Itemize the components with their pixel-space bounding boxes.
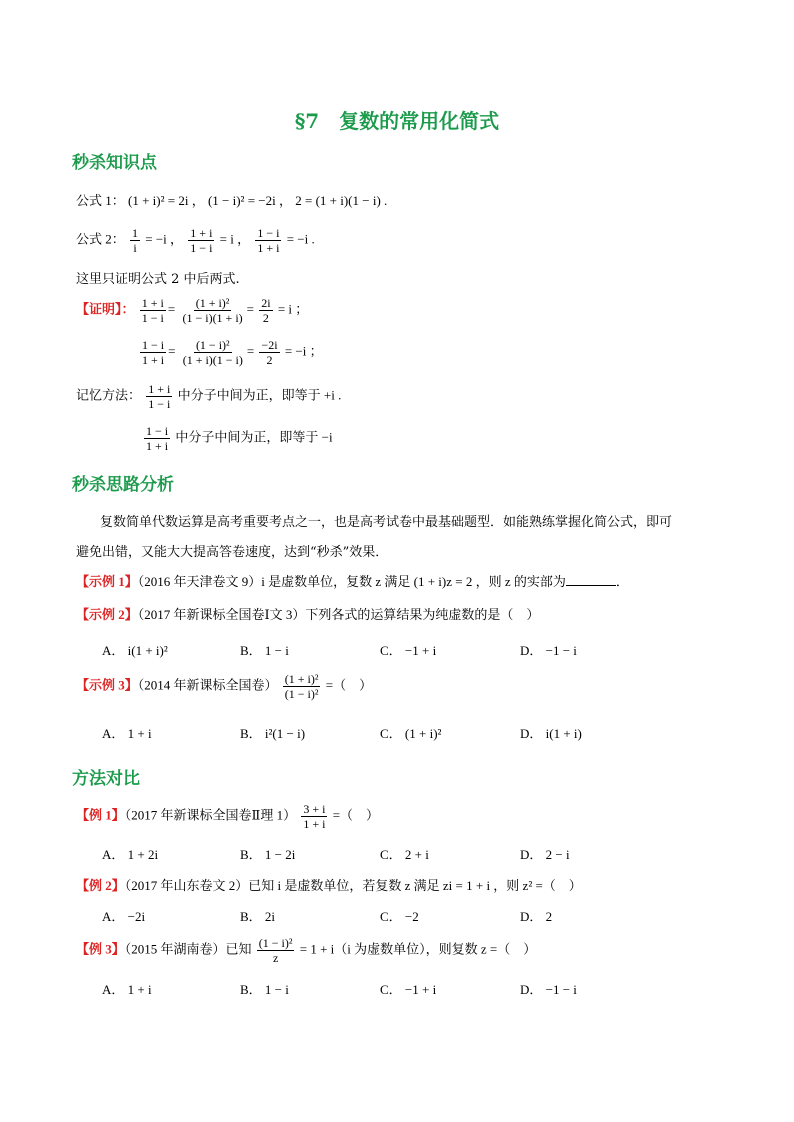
option-c: C． −1 + i (380, 643, 437, 658)
question-1: 【例 1】（2017 年新课标全国卷Ⅱ理 1） $\frac{3 + i}{1 + i}$ =（ ） (76, 802, 380, 831)
option-d: D． 2 − i (520, 847, 570, 862)
proof-line-1: 【证明】： $\frac{1 + i}{1 - i}$ = $\frac{\text{(1 + i)²}}{(1 - i)(1 + i)}$ = $\frac{2i}{2}$ = i ； (76, 296, 309, 325)
option-b: B． 2i (240, 909, 276, 924)
formula-2-label: 公式 2： (76, 231, 125, 247)
page-title: §7 复数的常用化简式 (294, 109, 500, 133)
analysis-line-2: 避免出错，又能大大提高答卷速度，达到“秒杀”效果． (76, 545, 389, 560)
formula-1-label: 公式 1： (76, 193, 125, 208)
fraction: $\frac{1 - i}{1 + i}$ (257, 226, 280, 255)
option-b: B． 1 − i (240, 982, 289, 997)
question-2: 【例 2】（2017 年山东卷文 2）已知 i 是虚数单位，若复数 z 满足 zi = 1 + i ，则 z² =（ ） (76, 878, 582, 893)
option-d: D． −1 − i (520, 643, 577, 658)
memory-line-1: 记忆方法： $\frac{1 + i}{1 - i}$ 中分子中间为正，即等于 +i . (76, 382, 342, 411)
question-3: 【例 3】（2015 年湖南卷）已知 $\frac{\text{(1 − i)²}}{z}$ = 1 + i（i 为虚数单位），则复数 z =（ ） (76, 936, 537, 965)
formula-1-body: (1 + i)² = 2i ， (1 − i)² = −2i ， 2 = (1 + i)(1 − i) . (128, 193, 388, 208)
section-heading-analysis: 秒杀思路分析 (72, 475, 174, 495)
example-2: 【示例 2】（2017 年新课标全国卷Ⅰ文 3）下列各式的运算结果为纯虚数的是（ ） (76, 607, 540, 622)
option-b: B． 1 − 2i (240, 847, 296, 862)
option-d: D． i(1 + i) (520, 726, 582, 741)
memory-label: 记忆方法： (76, 387, 142, 403)
proof-label: 【证明】： (76, 301, 135, 317)
option-b: B． 1 − i (240, 643, 289, 658)
option-c: C． −1 + i (380, 982, 437, 997)
option-c: C． 2 + i (380, 847, 429, 862)
analysis-line-1: 复数简单代数运算是高考重要考点之一，也是高考试卷中最基础题型．如能熟练掌握化简公式，即可 (100, 515, 673, 530)
option-a: A． 1 + 2i (102, 847, 159, 862)
example-1: 【示例 1】（2016 年天津卷文 9）i 是虚数单位，复数 z 满足 (1 + i)z = 2 ，则 z 的实部为 ． (76, 574, 629, 589)
example-3: 【示例 3】（2014 年新课标全国卷） $\frac{\text{(1 + i)²}}{\text{(1 − i)²}}$ =（ ） (76, 672, 373, 701)
section-heading-comparison: 方法对比 (72, 769, 140, 789)
option-a: A． 1 + i (102, 726, 152, 741)
answer-blank (566, 575, 616, 586)
option-a: A． −2i (102, 909, 146, 924)
option-b: B． i²(1 − i) (240, 726, 306, 741)
option-a: A． 1 + i (102, 982, 152, 997)
memory-line-2: $\frac{1 - i}{1 + i}$ 中分子中间为正，即等于 −i (146, 424, 333, 453)
option-d: D． −1 − i (520, 982, 577, 997)
option-c: C． (1 + i)² (380, 726, 442, 741)
proof-line-2: $\frac{1 - i}{1 + i}$ = $\frac{\text{(1 − i)²}}{(1 + i)(1 - i)}$ = $\frac{-2i}{2}$ = −i ； (142, 338, 323, 367)
section-heading-knowledge: 秒杀知识点 (72, 153, 157, 173)
fraction: $\frac{1 + i}{1 - i}$ (190, 226, 213, 255)
option-d: D． 2 (520, 909, 553, 924)
fraction: $\frac{1}{i}$ (132, 226, 139, 255)
formula-1 (76, 190, 387, 209)
proof-note: 这里只证明公式 2 中后两式. (76, 272, 240, 287)
option-a: A． i(1 + i)² (102, 643, 168, 658)
formula-2: 公式 2： $\frac{1}{i}$ = −i ， $\frac{1 + i}{1 - i}$ = i ， $\frac{1 - i}{1 + i}$ = −i . (76, 226, 315, 255)
option-c: C． −2 (380, 909, 419, 924)
